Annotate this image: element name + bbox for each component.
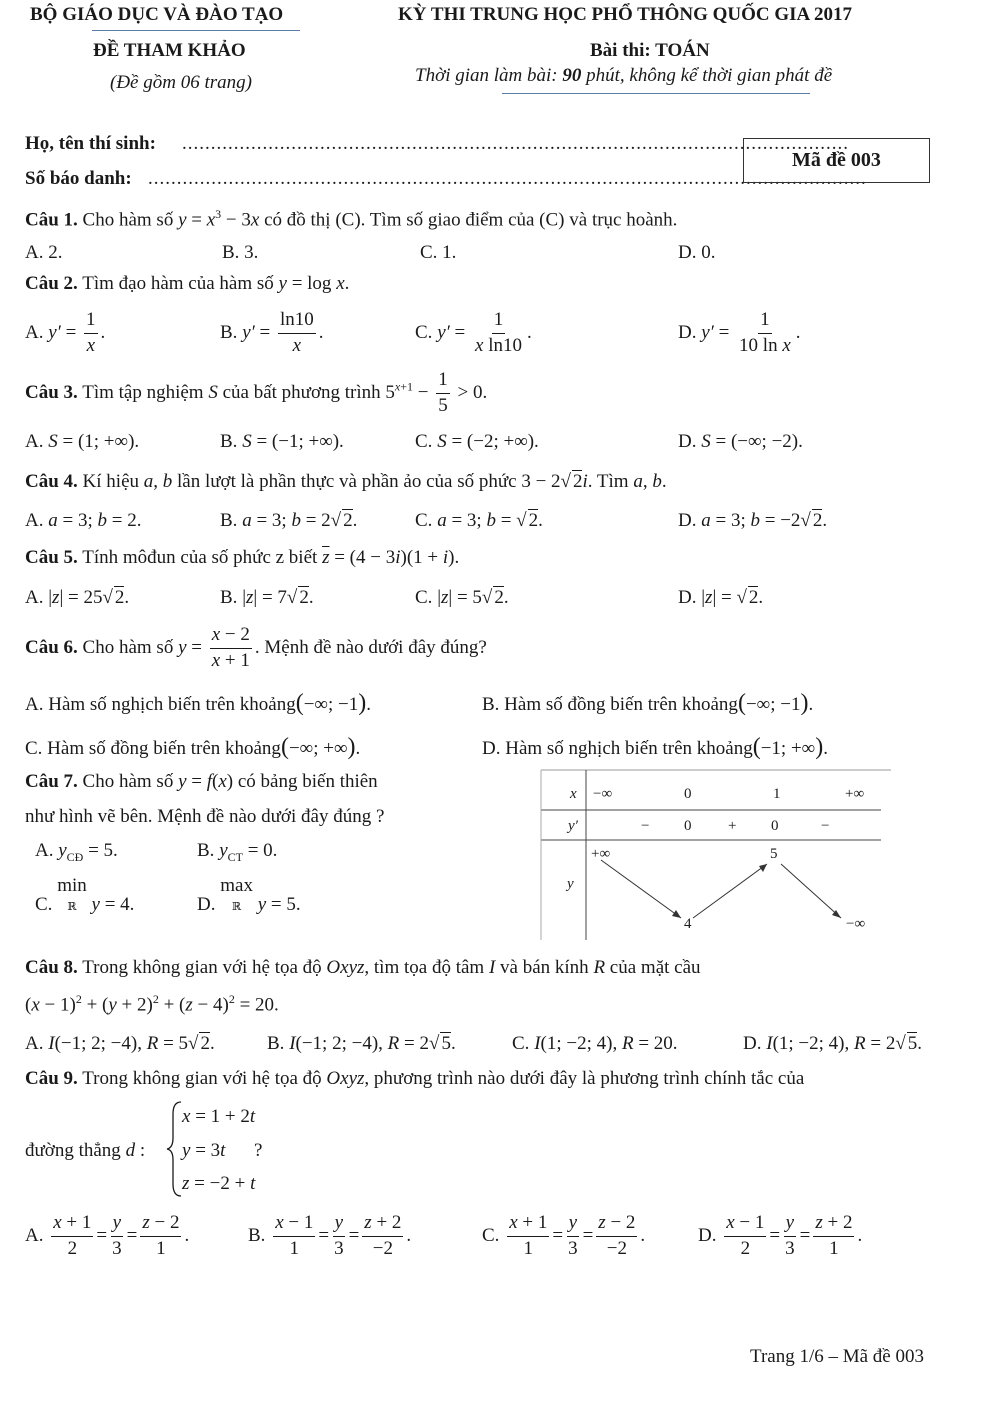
exam-code-box xyxy=(743,138,930,183)
q6-option-a[interactable]: A. Hàm số nghịch biến trên khoảng(−∞; −1). xyxy=(25,690,371,716)
q1-option-a[interactable]: A. 2. xyxy=(25,242,63,263)
page-footer: Trang 1/6 – Mã đề 003 xyxy=(750,1346,924,1367)
yp-zero-1: 0 xyxy=(684,818,692,834)
yp-sign-3: − xyxy=(821,818,830,834)
q3-option-b[interactable]: B. S = (−1; +∞). xyxy=(220,431,344,452)
q8-option-c[interactable]: C. I(1; −2; 4), R = 20. xyxy=(512,1033,678,1054)
q5-option-b[interactable]: B. |z| = 7√ 2. xyxy=(220,587,314,608)
q4-option-a[interactable]: A. a = 3; b = 2. xyxy=(25,510,142,531)
y-max-5: 5 xyxy=(770,846,778,862)
q6-option-d[interactable]: D. Hàm số nghịch biến trên khoảng(−1; +∞). xyxy=(482,734,828,760)
header-underline xyxy=(92,30,300,31)
q1-option-c[interactable]: C. 1. xyxy=(420,242,457,263)
q1-option-b[interactable]: B. 3. xyxy=(222,242,259,263)
x-zero: 0 xyxy=(684,786,692,802)
subject: Bài thi: TOÁN xyxy=(590,40,710,61)
system-eq-3: z = −2 + t xyxy=(182,1173,256,1194)
question-8-equation: $(x - 1)^2 + (y + 2)^2 + (z - 4)^2 = 20$. xyxy=(25,992,279,1016)
ministry-title: BỘ GIÁO DỤC VÀ ĐÀO TẠO xyxy=(30,4,284,25)
q6-option-b[interactable]: B. Hàm số đồng biến trên khoảng(−∞; −1). xyxy=(482,690,814,716)
q4-option-d[interactable]: D. a = 3; b = −2√ 2. xyxy=(678,510,828,531)
question-9-line2: đường thẳng d : xyxy=(25,1140,146,1161)
subject-underline xyxy=(502,93,810,94)
increase-arrow xyxy=(693,864,767,918)
pages-note: (Đề gồm 06 trang) xyxy=(110,72,252,93)
doc-type: ĐỀ THAM KHẢO xyxy=(93,40,246,61)
system-eq-1: x = 1 + 2t xyxy=(182,1106,256,1127)
decrease-arrow-2 xyxy=(781,864,841,918)
question-4: Câu 4. Kí hiệu a, b lần lượt là phần thực và phần ảo của số phức 3 − 2√ 2i. Tìm a, b. xyxy=(25,471,667,492)
q1-option-d[interactable]: D. 0. xyxy=(678,242,716,263)
q7-option-c[interactable]: C. min ℝ y = 4. xyxy=(35,875,135,915)
time-note: Thời gian làm bài: 90 phút, không kể thời gian phát đề xyxy=(415,65,833,86)
q5-option-a[interactable]: A. |z| = 25√ 2. xyxy=(25,587,130,608)
candidate-id-dots: ............................................................................................................................. xyxy=(148,168,867,189)
question-3: Câu 3. Tìm tập nghiệm S của bất phương trình $5^{x+1}$ − $\frac{1}{5}$ > 0. xyxy=(25,369,488,416)
q3-option-c[interactable]: C. S = (−2; +∞). xyxy=(415,431,539,452)
yp-zero-2: 0 xyxy=(771,818,779,834)
y-neg-inf: −∞ xyxy=(846,916,866,932)
q7-option-d[interactable]: D. max ℝ y = 5. xyxy=(197,875,301,915)
question-6: Câu 6. Cho hàm số y = $\frac{x - 2}{x + 1}$ . Mệnh đề nào dưới đây đúng? xyxy=(25,624,487,671)
question-7-line2: như hình vẽ bên. Mệnh đề nào dưới đây đúng ? xyxy=(25,806,385,827)
row-label-yprime: y′ xyxy=(568,818,578,834)
q2-option-b[interactable]: B. y′ = $\frac{\ln 10}{x}$ . xyxy=(220,309,324,356)
q4-option-c[interactable]: C. a = 3; b = √ 2. xyxy=(415,510,543,531)
q3-option-a[interactable]: A. S = (1; +∞). xyxy=(25,431,140,452)
question-5: Câu 5. Tính môđun của số phức z biết $\overline{z} = (4 - 3i)(1 + i)$. xyxy=(25,547,460,568)
q4-option-b[interactable]: B. a = 3; b = 2√ 2. xyxy=(220,510,358,531)
q9-option-a[interactable]: A. $\frac{x + 1}{2}$ = $\frac{y}{3}$ = $\frac{z - 2}{1}$ . xyxy=(25,1212,190,1259)
q9-option-d[interactable]: D. $\frac{x - 1}{2}$ = $\frac{y}{3}$ = $\frac{z + 2}{1}$ . xyxy=(698,1212,863,1259)
variation-table xyxy=(541,768,891,940)
q9-option-c[interactable]: C. $\frac{x + 1}{1}$ = $\frac{y}{3}$ = $\frac{z - 2}{-2}$ . xyxy=(482,1212,646,1259)
q5-option-d[interactable]: D. |z| = √ 2. xyxy=(678,587,764,608)
x-pos-inf: +∞ xyxy=(845,786,865,802)
system-eq-2: y = 3t ? xyxy=(182,1140,263,1161)
row-label-y: y xyxy=(567,876,574,892)
x-one: 1 xyxy=(773,786,781,802)
x-neg-inf: −∞ xyxy=(593,786,613,802)
q5-option-c[interactable]: C. |z| = 5√ 2. xyxy=(415,587,509,608)
q2-option-c[interactable]: C. y′ = $\frac{1}{\text{x ln10}}$ . xyxy=(415,309,532,356)
candidate-id-label: Số báo danh: xyxy=(25,168,132,189)
y-min-4: 4 xyxy=(684,916,692,932)
row-label-x: x xyxy=(570,786,577,802)
q7-option-b[interactable]: B. $y_{CT} = 0$. xyxy=(197,840,278,864)
candidate-name-dots: .................................................................................................................... xyxy=(182,133,849,154)
exam-code: Mã đề 003 xyxy=(792,149,881,171)
q8-option-d[interactable]: D. I(1; −2; 4), R = 2√ 5. xyxy=(743,1033,923,1054)
q8-option-a[interactable]: A. I(−1; 2; −4), R = 5√ 2. xyxy=(25,1033,215,1054)
q9-option-b[interactable]: B. $\frac{x - 1}{1}$ = $\frac{y}{3}$ = $\frac{z + 2}{-2}$ . xyxy=(248,1212,412,1259)
question-1: Câu 1. Cho hàm số $y = x^3 - 3x$ có đồ thị (C). Tìm số giao điểm của (C) và trục hoành. xyxy=(25,207,678,231)
question-2: Câu 2. Tìm đạo hàm của hàm số y = log x. xyxy=(25,273,350,294)
question-8: Câu 8. Trong không gian với hệ tọa độ Oxyz, tìm tọa độ tâm I và bán kính R của mặt cầu xyxy=(25,957,701,978)
question-9: Câu 9. Trong không gian với hệ tọa độ Oxyz, phương trình nào dưới đây là phương trình chính tắc của xyxy=(25,1068,805,1089)
q8-option-b[interactable]: B. I(−1; 2; −4), R = 2√ 5. xyxy=(267,1033,456,1054)
yp-sign-2: + xyxy=(728,818,737,834)
q2-option-a[interactable]: A. y′ = $\frac{1}{x}$ . xyxy=(25,309,106,356)
q7-option-a[interactable]: A. $y_{CĐ} = 5$. xyxy=(35,840,118,864)
q2-option-d[interactable]: D. y′ = $\frac{1}{\text{10 ln x}}$ . xyxy=(678,309,801,356)
question-7-line1: Câu 7. Cho hàm số y = f(x) có bảng biến thiên xyxy=(25,771,378,792)
yp-sign-1: − xyxy=(641,818,650,834)
decrease-arrow-1 xyxy=(601,860,681,918)
exam-title: KỲ THI TRUNG HỌC PHỔ THÔNG QUỐC GIA 2017 xyxy=(398,4,852,25)
y-pos-inf: +∞ xyxy=(591,846,611,862)
q6-option-c[interactable]: C. Hàm số đồng biến trên khoảng(−∞; +∞). xyxy=(25,734,361,760)
q3-option-d[interactable]: D. S = (−∞; −2). xyxy=(678,431,803,452)
candidate-name-label: Họ, tên thí sinh: xyxy=(25,133,156,154)
